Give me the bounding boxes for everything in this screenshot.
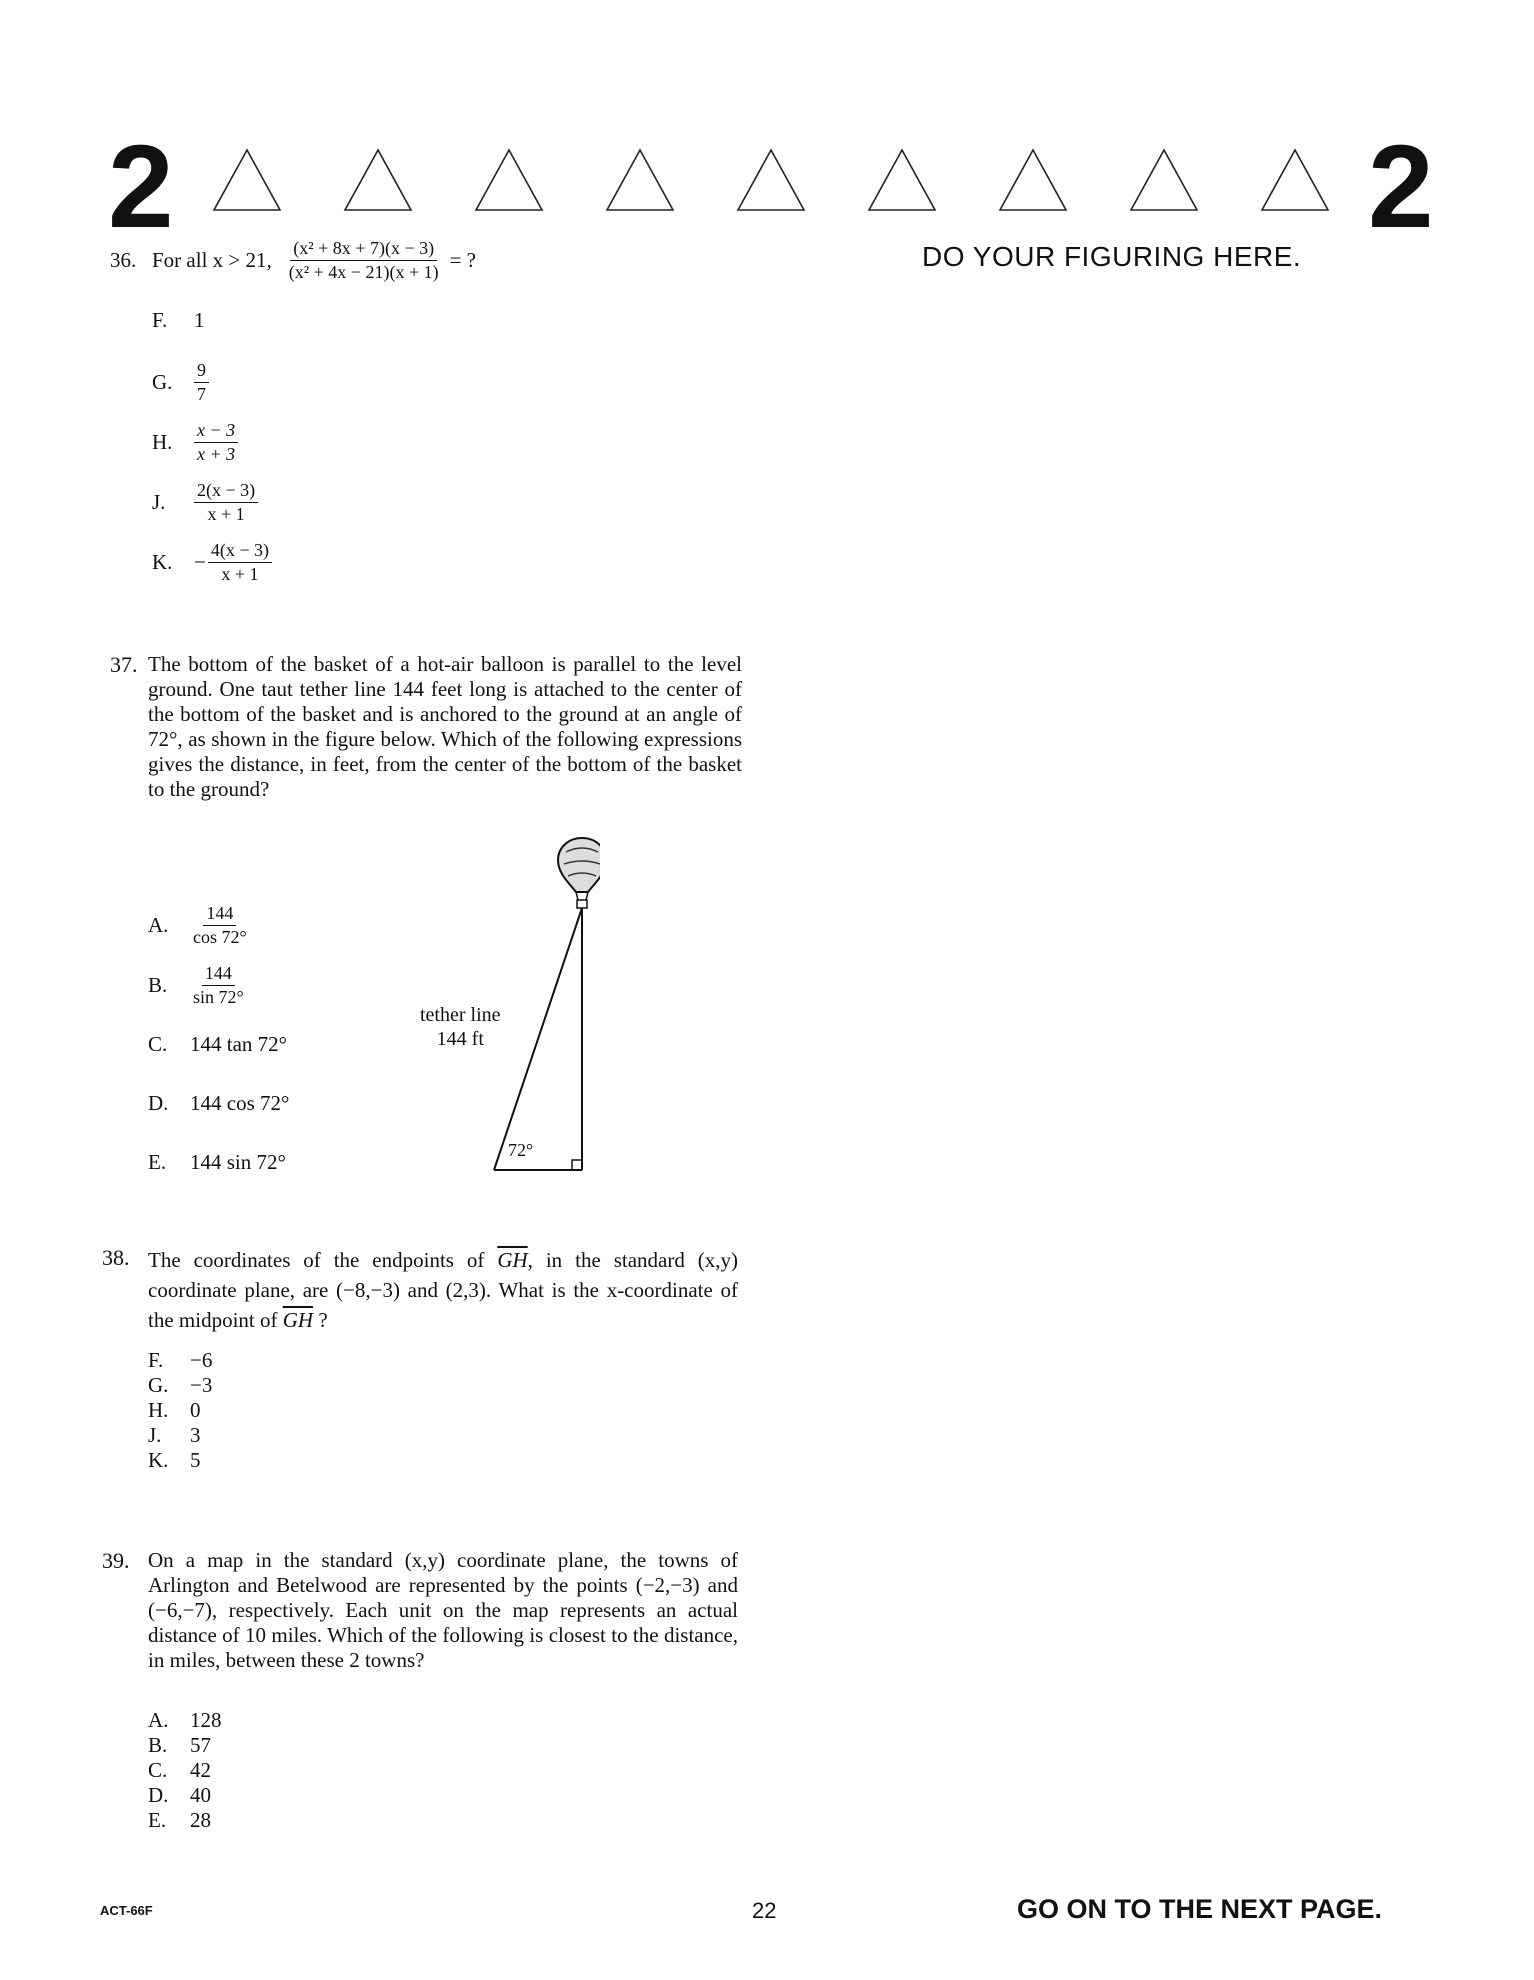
- question-36-stem: [110, 238, 476, 282]
- fraction-numerator: 144: [202, 963, 235, 986]
- fraction-numerator: (x² + 8x + 7)(x − 3): [290, 238, 437, 261]
- option-letter: J.: [148, 1423, 162, 1447]
- option-text: 144 cos 72°: [190, 1091, 290, 1115]
- option-letter: J.: [152, 489, 166, 514]
- answer-option[interactable]: [148, 1032, 287, 1057]
- answer-option[interactable]: [148, 1448, 212, 1473]
- option-letter: B.: [148, 972, 168, 997]
- question-text: [148, 1245, 738, 1335]
- answer-option[interactable]: [152, 360, 209, 404]
- fraction-denominator: cos 72°: [193, 926, 247, 947]
- answer-option[interactable]: [148, 1758, 222, 1783]
- option-letter: C.: [148, 1758, 168, 1782]
- fraction: [194, 360, 209, 404]
- answer-option[interactable]: [148, 1091, 289, 1116]
- answer-option[interactable]: [152, 420, 238, 464]
- section-number-right: 2: [1368, 121, 1434, 253]
- triangle-icon: [1260, 148, 1330, 212]
- segment-gh: $\overline{GH}$: [497, 1248, 528, 1272]
- tether-label-line-2: 144 ft: [436, 1028, 484, 1050]
- fraction: [194, 420, 238, 464]
- section-number-left: 2: [108, 121, 174, 253]
- option-letter: C.: [148, 1032, 168, 1056]
- question-37-stem: [110, 652, 742, 802]
- right-angle-marker: [572, 1160, 582, 1170]
- triangle-icon: [212, 148, 282, 212]
- option-letter: H.: [152, 429, 173, 454]
- answer-option[interactable]: [148, 963, 247, 1007]
- equals-sign: = ?: [449, 247, 477, 272]
- question-number: 36.: [110, 247, 137, 272]
- page-number: 22: [752, 1898, 777, 1923]
- answer-option[interactable]: [148, 1708, 222, 1733]
- question-text-part-2: , in the standard (x,y) coordinate plane, are (−8,−3) and (2,3). What is the x-coordinate of the midpoint of: [148, 1248, 739, 1332]
- fraction: [190, 903, 250, 947]
- triangle-icon: [343, 148, 413, 212]
- triangle-icon: [736, 148, 806, 212]
- option-text: 128: [190, 1708, 222, 1732]
- tether-label: [420, 1003, 501, 1051]
- option-letter: F.: [148, 1348, 164, 1372]
- triangle-icon: [998, 148, 1068, 212]
- fraction-denominator: x + 1: [221, 563, 259, 584]
- question-text: On a map in the standard (x,y) coordinate plane, the towns of Arlington and Betelwood are represented by the points (−2,−3) and (−6,−7), respectively. Each unit on the map represents an actual distance of 10 miles. Which of the following is closest to the distance, in miles, between these 2 towns?: [148, 1548, 738, 1672]
- fraction-denominator: sin 72°: [193, 986, 244, 1007]
- next-page-notice: GO ON TO THE NEXT PAGE.: [1017, 1894, 1383, 1924]
- answer-list: [148, 1708, 222, 1833]
- option-text: 144 tan 72°: [190, 1032, 288, 1056]
- option-text: 1: [194, 308, 205, 332]
- option-letter: F.: [152, 308, 168, 332]
- option-letter: K.: [152, 549, 173, 574]
- question-text-part-1: The coordinates of the endpoints of: [148, 1248, 485, 1272]
- option-text: −3: [190, 1373, 213, 1397]
- answer-option[interactable]: [148, 1733, 222, 1758]
- question-39-stem: [102, 1548, 738, 1673]
- answer-option[interactable]: [152, 308, 205, 333]
- hot-air-balloon-icon: [558, 838, 600, 908]
- triangle-icon: [474, 148, 544, 212]
- question-number: 38.: [102, 1245, 130, 1270]
- fraction-denominator: 7: [197, 383, 206, 404]
- option-text: 42: [190, 1758, 211, 1782]
- form-code: ACT-66F: [100, 1903, 153, 1918]
- fraction-denominator: (x² + 4x − 21)(x + 1): [288, 261, 439, 282]
- answer-option[interactable]: [148, 1783, 222, 1808]
- fraction: [190, 963, 247, 1007]
- fraction-numerator: 144: [203, 903, 236, 926]
- question-prompt: For all x > 21,: [152, 247, 272, 272]
- option-text: 57: [190, 1733, 211, 1757]
- fraction-numerator: 2(x − 3): [194, 480, 258, 503]
- question-text: The bottom of the basket of a hot-air balloon is parallel to the level ground. One taut tether line 144 feet long is attached to the center of the bottom of the basket and is anchored to the ground at an angle of 72°, as shown in the figure below. Which of the following expressions gives the distance, in feet, from the center of the bottom of the basket to the ground?: [148, 652, 742, 801]
- answer-option[interactable]: [148, 1150, 286, 1175]
- question-text-part-3: ?: [318, 1308, 328, 1332]
- option-letter: E.: [148, 1808, 167, 1832]
- option-letter: H.: [148, 1398, 169, 1422]
- figuring-label: DO YOUR FIGURING HERE.: [922, 241, 1302, 272]
- negative-sign: −: [194, 549, 206, 574]
- answer-option[interactable]: [148, 1373, 212, 1398]
- answer-option[interactable]: [148, 1423, 212, 1448]
- option-text: 3: [190, 1423, 201, 1447]
- triangle-icon: [867, 148, 937, 212]
- answer-option[interactable]: [152, 540, 272, 584]
- option-text: 144 sin 72°: [190, 1150, 286, 1174]
- option-text: −6: [190, 1348, 213, 1372]
- option-letter: A.: [148, 912, 169, 937]
- option-letter: D.: [148, 1091, 169, 1115]
- answer-option[interactable]: [148, 1808, 222, 1833]
- fraction-numerator: 9: [194, 360, 209, 383]
- option-letter: B.: [148, 1733, 168, 1757]
- option-letter: G.: [152, 369, 173, 394]
- option-letter: D.: [148, 1783, 169, 1807]
- tether-line: [494, 908, 582, 1170]
- segment-gh: $\overline{GH}$: [282, 1308, 314, 1332]
- fraction: [286, 238, 442, 282]
- answer-option[interactable]: [152, 480, 258, 524]
- fraction: [208, 540, 272, 584]
- question-number: 39.: [102, 1548, 130, 1573]
- fraction-denominator: x + 1: [207, 503, 245, 524]
- triangle-icon: [1129, 148, 1199, 212]
- answer-option[interactable]: [148, 1398, 212, 1423]
- option-letter: K.: [148, 1448, 169, 1472]
- question-number: 37.: [110, 652, 138, 677]
- fraction: [194, 480, 258, 524]
- option-text: 28: [190, 1808, 211, 1832]
- option-letter: A.: [148, 1708, 169, 1732]
- answer-option[interactable]: [148, 903, 250, 947]
- option-letter: G.: [148, 1373, 169, 1397]
- tether-label-line-1: tether line: [420, 1004, 501, 1026]
- option-letter: E.: [148, 1150, 167, 1174]
- fraction-numerator: 4(x − 3): [208, 540, 272, 563]
- fraction-denominator: x + 3: [197, 443, 236, 464]
- question-38-stem: [102, 1245, 738, 1335]
- answer-option[interactable]: [148, 1348, 212, 1373]
- triangle-icon: [605, 148, 675, 212]
- fraction-numerator: x − 3: [194, 420, 238, 443]
- option-text: 5: [190, 1448, 201, 1472]
- answer-list: [148, 1348, 212, 1473]
- option-text: 0: [190, 1398, 201, 1422]
- angle-label: 72°: [508, 1140, 534, 1160]
- option-text: 40: [190, 1783, 211, 1807]
